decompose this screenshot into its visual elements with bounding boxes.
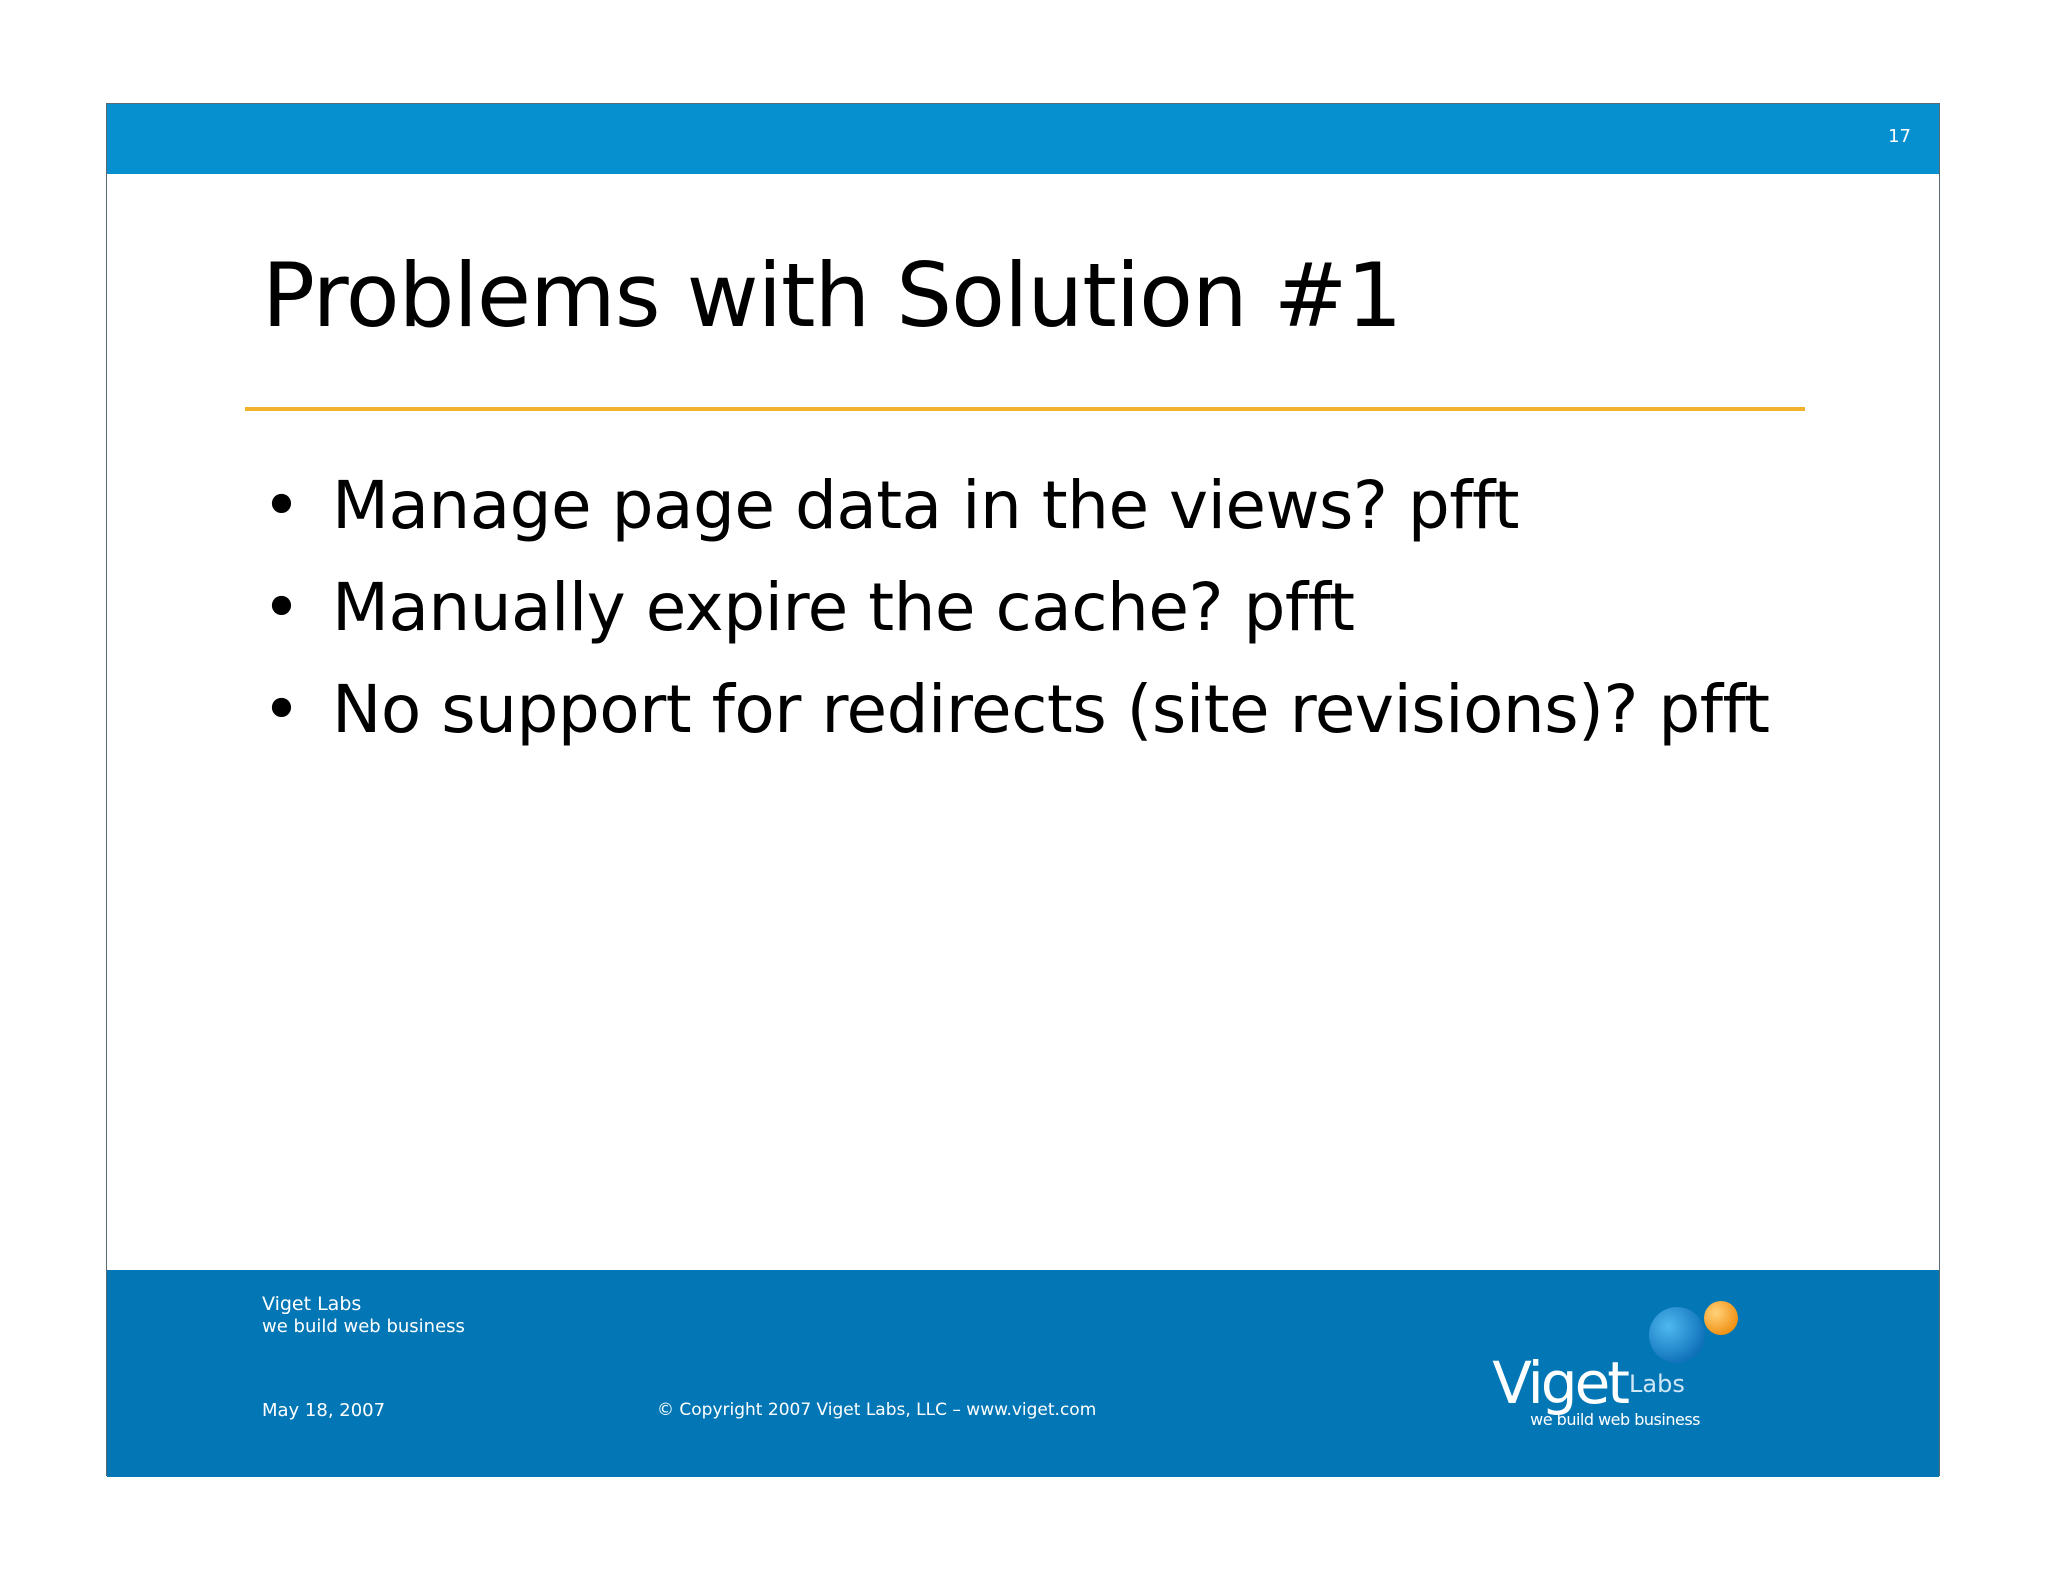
footer-date: May 18, 2007 xyxy=(262,1400,386,1421)
logo-wordmark: Viget xyxy=(1492,1349,1627,1417)
slide-title: Problems with Solution #1 xyxy=(262,244,1402,347)
bullet-item xyxy=(262,658,1769,760)
bullet-text: No support for redirects (site revisions)? pfft xyxy=(332,670,1770,748)
viget-labs-logo xyxy=(1492,1300,1777,1440)
footer-tagline: we build web business xyxy=(262,1316,465,1337)
title-divider xyxy=(245,407,1805,411)
footer-copyright: © Copyright 2007 Viget Labs, LLC – www.viget.com xyxy=(657,1400,1097,1420)
slide xyxy=(106,103,1940,1476)
logo-blue-dot-icon xyxy=(1649,1307,1705,1363)
bullet-item xyxy=(262,454,1769,556)
logo-suffix: Labs xyxy=(1629,1370,1685,1398)
logo-orange-dot-icon xyxy=(1704,1301,1738,1335)
bullet-text: Manually expire the cache? pfft xyxy=(332,568,1355,646)
bullet-item xyxy=(262,556,1769,658)
footer-band xyxy=(107,1270,1939,1477)
bullet-text: Manage page data in the views? pfft xyxy=(332,466,1519,544)
bullet-icon: • xyxy=(262,568,301,646)
header-band xyxy=(107,104,1939,174)
slide-number: 17 xyxy=(1888,126,1911,147)
logo-tagline: we build web business xyxy=(1530,1410,1700,1429)
bullet-list xyxy=(262,454,1769,760)
bullet-icon: • xyxy=(262,670,301,748)
footer-company: Viget Labs xyxy=(262,1293,362,1315)
bullet-icon: • xyxy=(262,466,301,544)
